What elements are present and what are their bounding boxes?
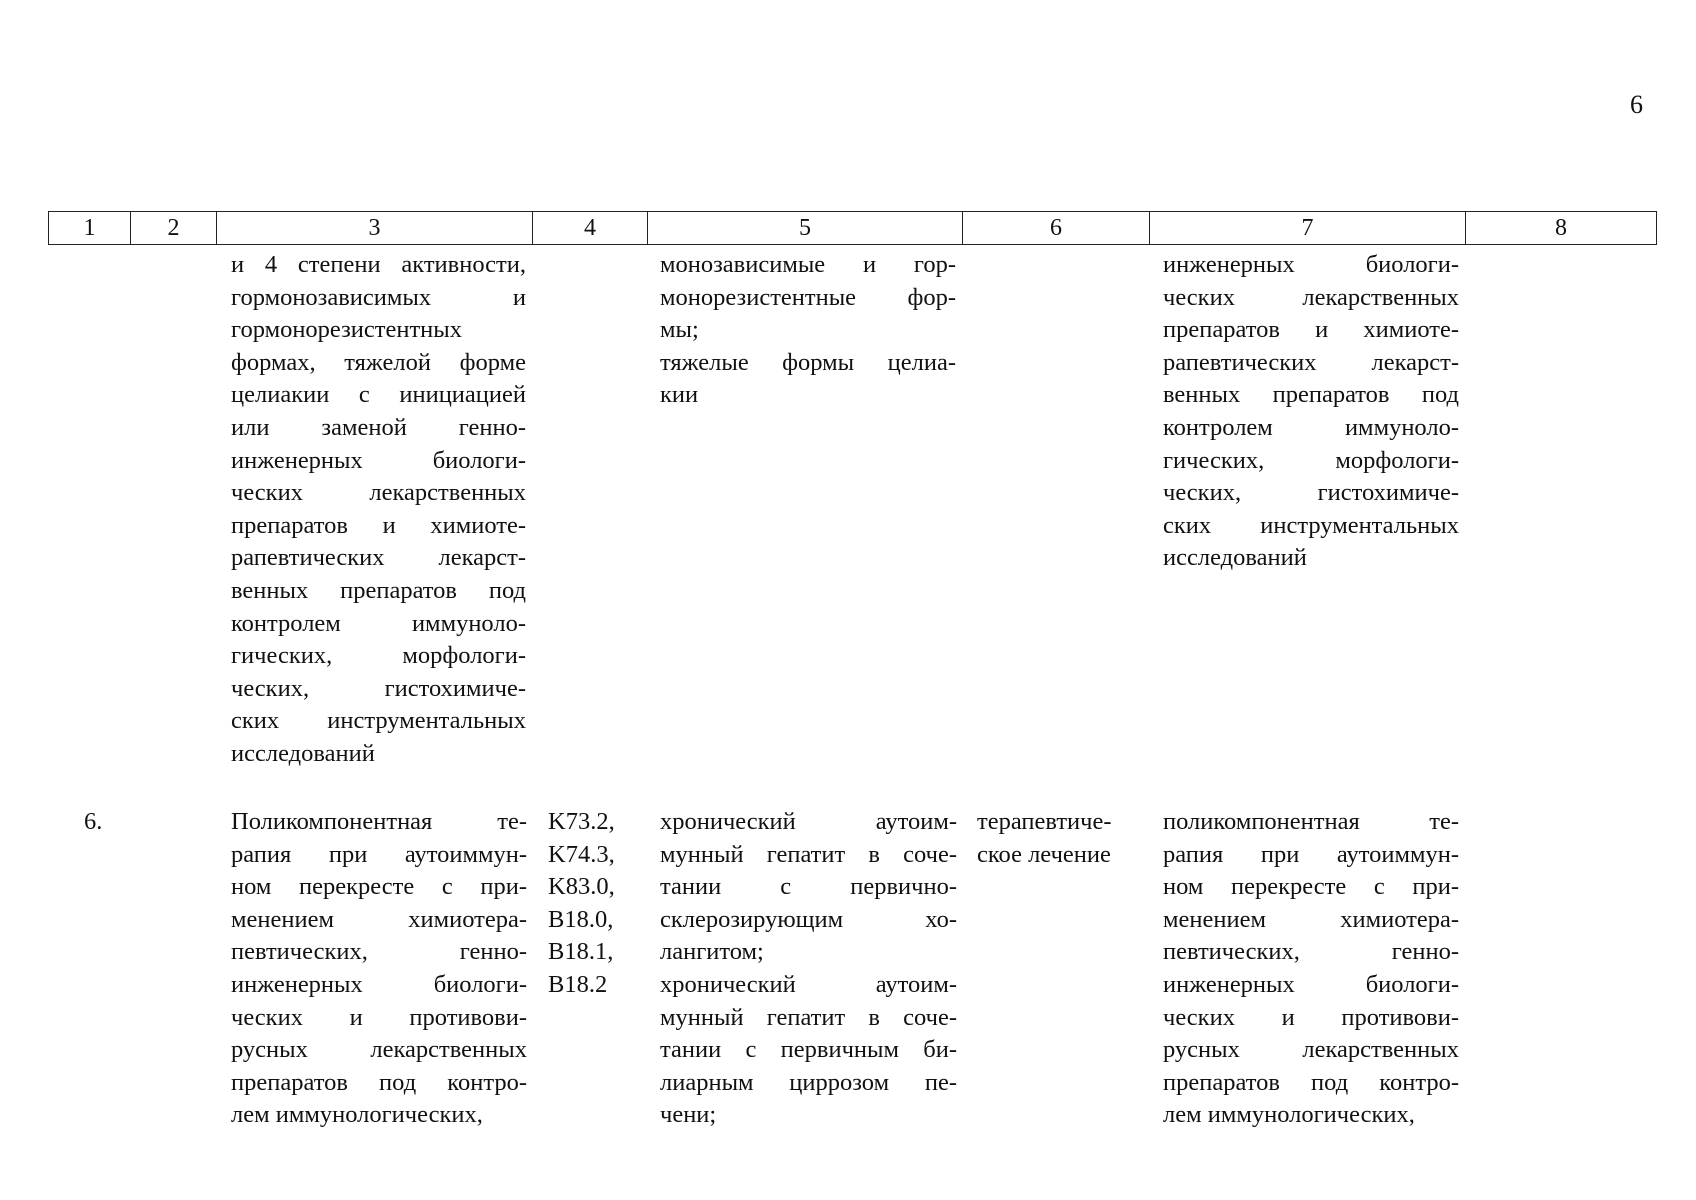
row-2-treatment-method bbox=[1163, 806, 1459, 1132]
column-header-4: 4 bbox=[533, 212, 648, 245]
row-2-treatment-type bbox=[977, 806, 1137, 871]
text-line: B18.1, bbox=[548, 938, 614, 966]
row-2-treatment-description bbox=[231, 806, 527, 1132]
row-2-icd-codes bbox=[548, 806, 648, 1002]
text-line: ческих и противови- bbox=[1163, 1003, 1459, 1031]
row-2-number: 6. bbox=[84, 808, 103, 835]
text-line: препаратов и химиоте- bbox=[1163, 316, 1459, 344]
text-line: венных препаратов под bbox=[231, 576, 526, 604]
text-line: Поликомпонентная те- bbox=[231, 808, 527, 835]
text-line: рапия при аутоиммун- bbox=[231, 840, 527, 868]
text-line: русных лекарственных bbox=[231, 1036, 527, 1064]
text-line: терапевтиче- bbox=[977, 808, 1112, 835]
text-line: лем иммунологических, bbox=[1163, 1101, 1415, 1129]
text-line: гормонорезистентных bbox=[231, 316, 462, 344]
text-line: лем иммунологических, bbox=[231, 1101, 483, 1129]
text-line: чени; bbox=[660, 1101, 717, 1129]
row-1-treatment-method bbox=[1163, 249, 1459, 575]
text-line: исследований bbox=[1163, 544, 1307, 572]
text-line: хронический аутоим- bbox=[660, 808, 957, 835]
page-number: 6 bbox=[1630, 90, 1643, 119]
text-line: менением химиотера- bbox=[231, 905, 527, 933]
column-header-5: 5 bbox=[648, 212, 963, 245]
text-line: инженерных биологи- bbox=[1163, 251, 1459, 278]
text-line: склерозирующим хо- bbox=[660, 905, 957, 933]
text-line: инженерных биологи- bbox=[231, 446, 526, 474]
text-line: мунный гепатит в соче- bbox=[660, 840, 957, 868]
row-1-treatment-description bbox=[231, 249, 526, 771]
text-line: монозависимые и гор- bbox=[660, 251, 956, 278]
text-line: или заменой генно- bbox=[231, 413, 526, 441]
text-line: ном перекресте с при- bbox=[231, 873, 527, 901]
text-line: рапевтических лекарст- bbox=[231, 544, 526, 572]
text-line: тании с первично- bbox=[660, 873, 957, 901]
text-line: рапевтических лекарст- bbox=[1163, 348, 1459, 376]
text-line: ческих, гистохимиче- bbox=[1163, 479, 1459, 507]
text-line: инженерных биологи- bbox=[1163, 970, 1459, 998]
text-line: кии bbox=[660, 381, 699, 409]
text-line: целиакии с инициацией bbox=[231, 381, 526, 409]
text-line: препаратов под контро- bbox=[231, 1068, 527, 1096]
text-line: исследований bbox=[231, 739, 375, 767]
text-line: ческих лекарственных bbox=[231, 479, 526, 507]
column-header-table bbox=[48, 211, 1657, 245]
text-line: ческих лекарственных bbox=[1163, 283, 1459, 311]
column-header-1: 1 bbox=[49, 212, 131, 245]
text-line: ческих и противови- bbox=[231, 1003, 527, 1031]
text-line: русных лекарственных bbox=[1163, 1036, 1459, 1064]
text-line: B18.0, bbox=[548, 905, 614, 933]
row-1-diagnosis bbox=[660, 249, 956, 412]
column-header-6: 6 bbox=[963, 212, 1150, 245]
text-line: ческих, гистохимиче- bbox=[231, 674, 526, 702]
column-header-2: 2 bbox=[131, 212, 217, 245]
column-header-7: 7 bbox=[1150, 212, 1466, 245]
text-line: мы; bbox=[660, 316, 699, 344]
text-line: ских инструментальных bbox=[1163, 511, 1459, 539]
text-line: ское лечение bbox=[977, 840, 1111, 868]
text-line: ном перекресте с при- bbox=[1163, 873, 1459, 901]
text-line: B18.2 bbox=[548, 970, 608, 998]
text-line: инженерных биологи- bbox=[231, 970, 527, 998]
text-line: K83.0, bbox=[548, 873, 615, 901]
text-line: контролем иммуноло- bbox=[231, 609, 526, 637]
text-line: тяжелые формы целиа- bbox=[660, 348, 956, 376]
text-line: менением химиотера- bbox=[1163, 905, 1459, 933]
text-line: K74.3, bbox=[548, 840, 615, 868]
column-header-8: 8 bbox=[1466, 212, 1657, 245]
text-line: препаратов и химиоте- bbox=[231, 511, 526, 539]
text-line: рапия при аутоиммун- bbox=[1163, 840, 1459, 868]
text-line: и 4 степени активности, bbox=[231, 251, 526, 278]
text-line: ских инструментальных bbox=[231, 707, 526, 735]
text-line: певтических, генно- bbox=[231, 938, 527, 966]
column-header-row bbox=[49, 212, 1657, 245]
text-line: тании с первичным би- bbox=[660, 1036, 957, 1064]
text-line: гормонозависимых и bbox=[231, 283, 526, 311]
text-line: мунный гепатит в соче- bbox=[660, 1003, 957, 1031]
column-header-3: 3 bbox=[217, 212, 533, 245]
text-line: поликомпонентная те- bbox=[1163, 808, 1459, 835]
text-line: лиарным циррозом пе- bbox=[660, 1068, 957, 1096]
text-line: хронический аутоим- bbox=[660, 970, 957, 998]
text-line: контролем иммуноло- bbox=[1163, 413, 1459, 441]
row-2-diagnosis bbox=[660, 806, 957, 1132]
text-line: венных препаратов под bbox=[1163, 381, 1459, 409]
text-line: K73.2, bbox=[548, 808, 615, 835]
text-line: певтических, генно- bbox=[1163, 938, 1459, 966]
text-line: препаратов под контро- bbox=[1163, 1068, 1459, 1096]
text-line: монорезистентные фор- bbox=[660, 283, 956, 311]
text-line: гических, морфологи- bbox=[1163, 446, 1459, 474]
text-line: формах, тяжелой форме bbox=[231, 348, 526, 376]
text-line: гических, морфологи- bbox=[231, 642, 526, 670]
text-line: лангитом; bbox=[660, 938, 764, 966]
